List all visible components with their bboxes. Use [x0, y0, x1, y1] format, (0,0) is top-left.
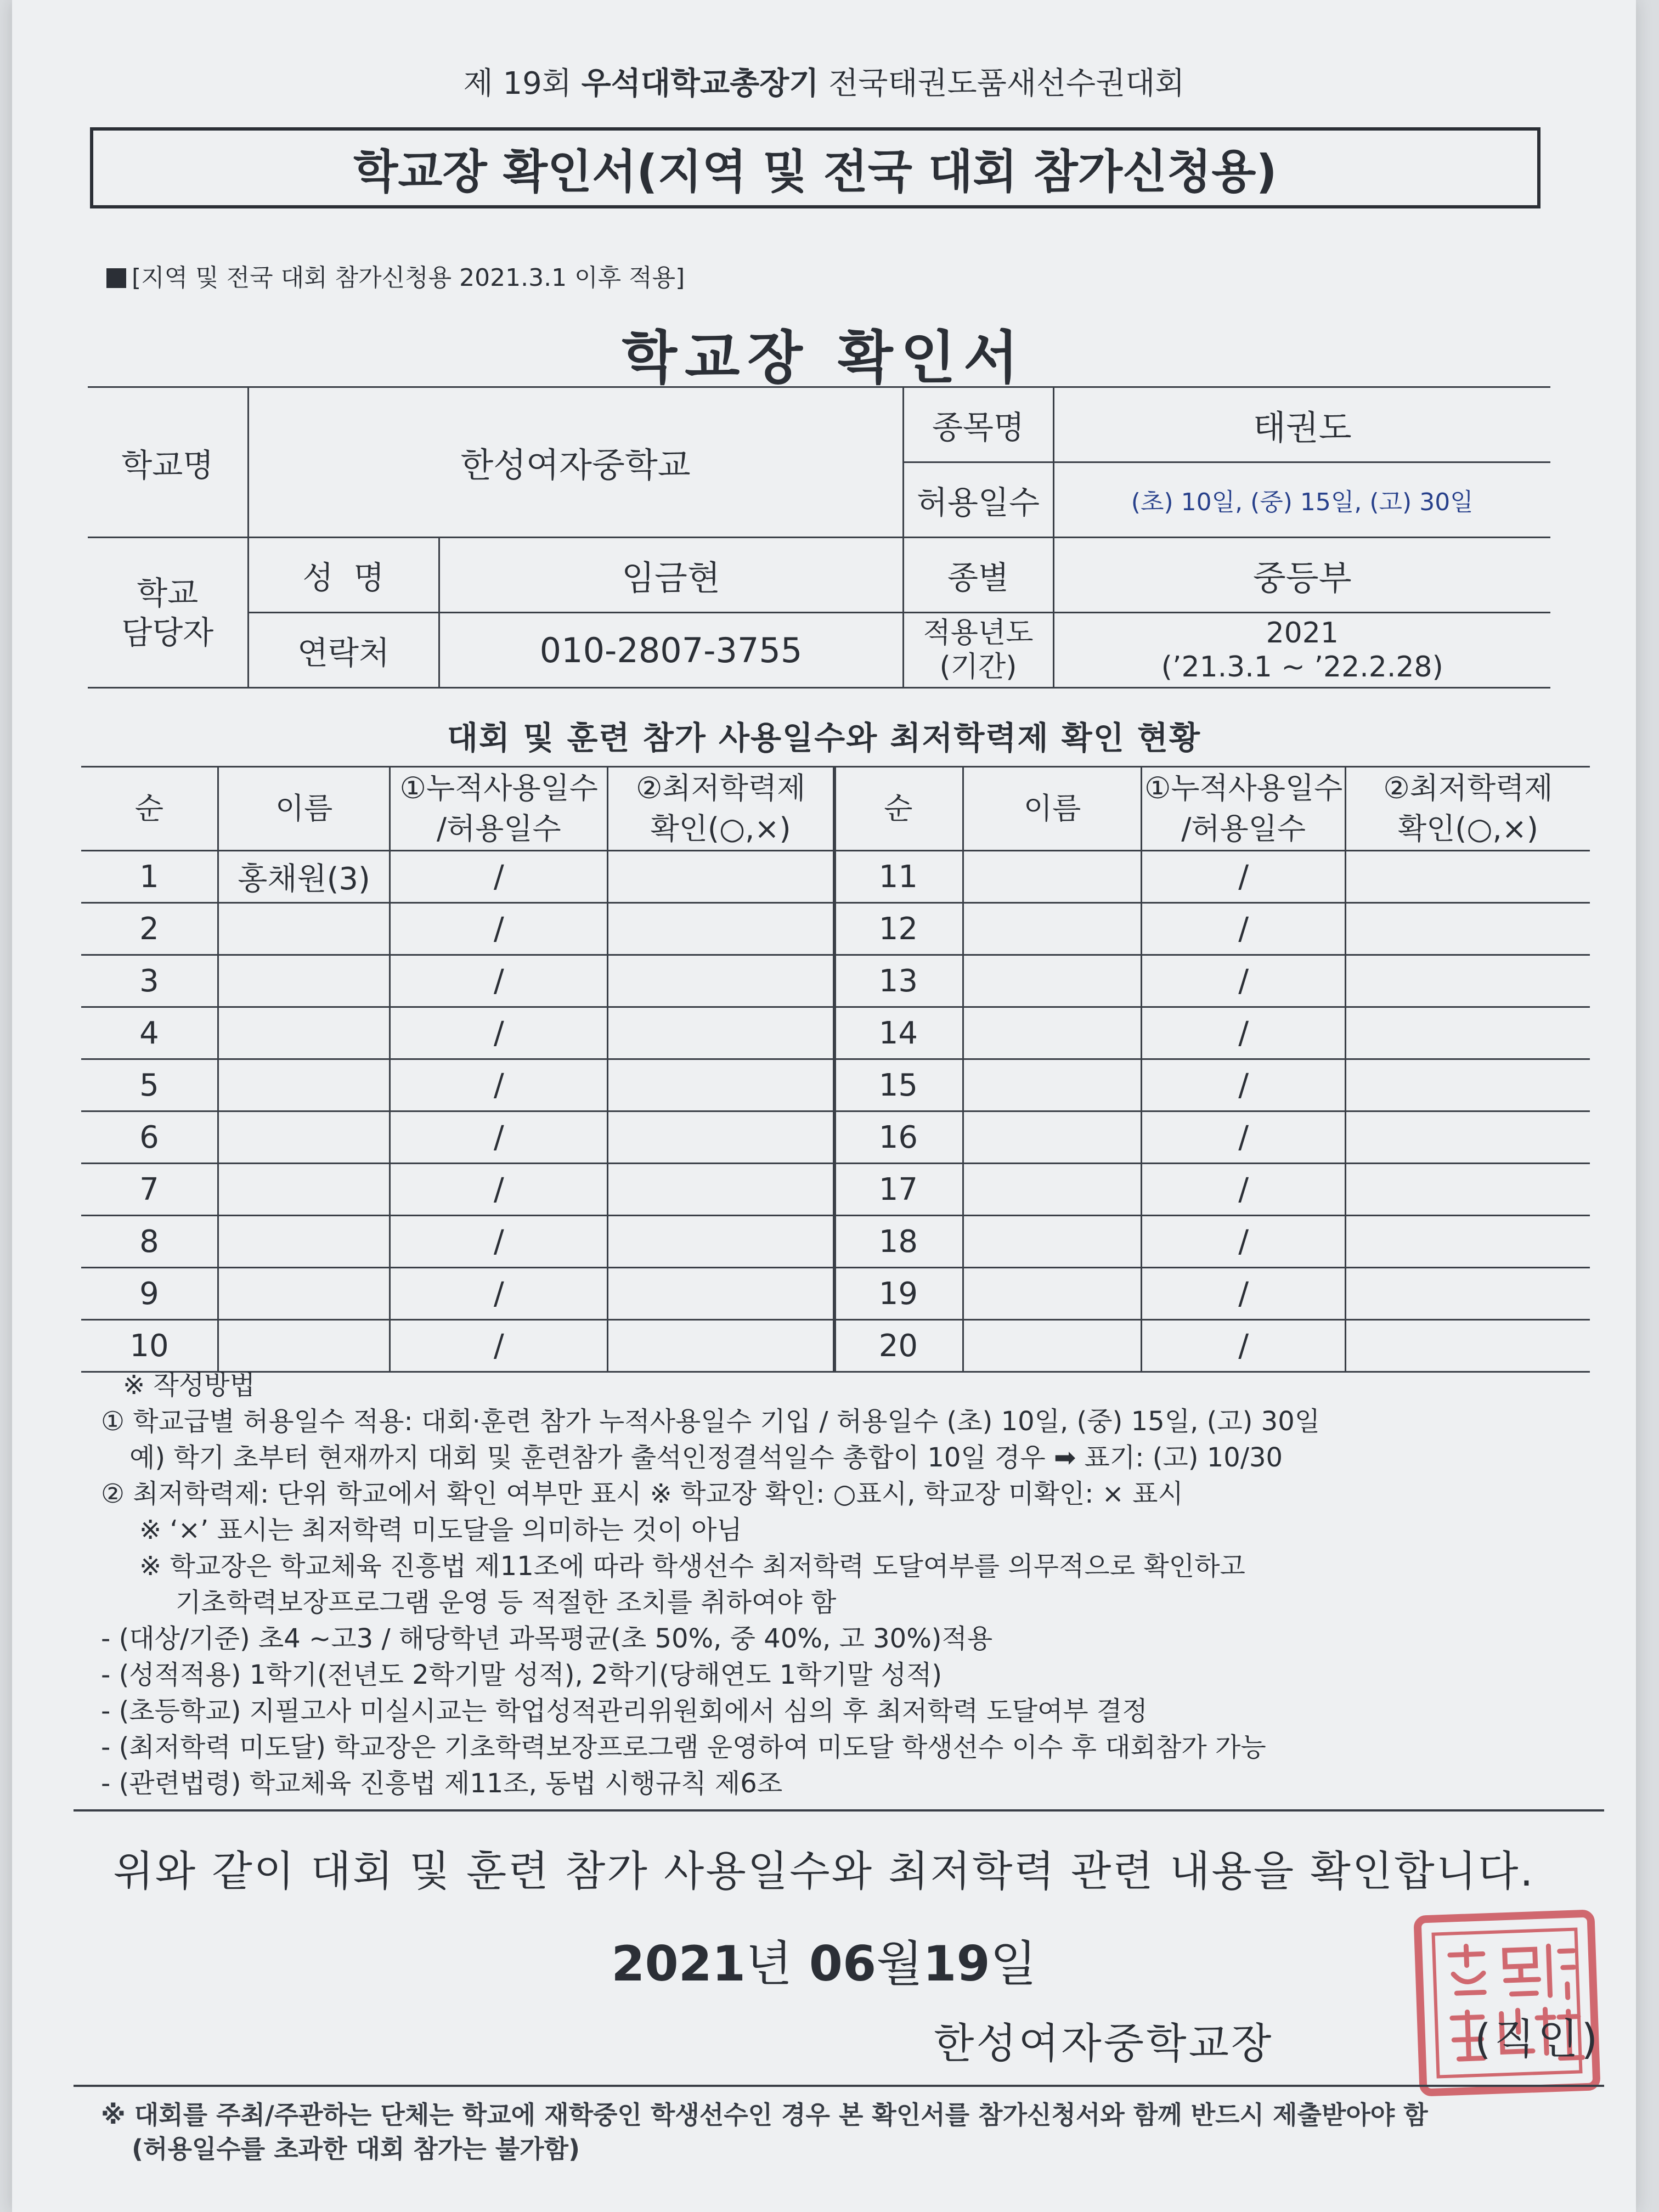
row-name	[218, 1111, 390, 1164]
apply-year-label	[903, 613, 1053, 688]
row-min-academic-check	[1345, 1007, 1590, 1059]
table-header-row	[834, 767, 1590, 851]
row-days-used: /	[1142, 1111, 1346, 1164]
row-name	[963, 1268, 1142, 1320]
table-row	[834, 1268, 1590, 1320]
main-title: 학교장 확인서	[622, 324, 1026, 391]
date-day: 19	[923, 1936, 990, 1992]
col-days-header-line1: ①누적사용일수	[1144, 771, 1343, 805]
footer-notice-line2: (허용일수를 초과한 대회 참가는 불가함)	[132, 2134, 580, 2164]
row-number: 6	[81, 1111, 218, 1164]
table-row	[81, 1320, 834, 1372]
row-name	[963, 903, 1142, 955]
contact-group-label: 학교 담당자	[88, 538, 248, 688]
col-min-header	[608, 767, 834, 851]
row-days-used: /	[1142, 1007, 1346, 1059]
row-number: 13	[834, 955, 963, 1007]
seal-label: (직인)	[1475, 2015, 1601, 2063]
col-min-header-line2: 확인(○,×)	[1397, 811, 1538, 846]
instruction-line: 기초학력보장프로그램 운영 등 적절한 조치를 취하여야 함	[176, 1587, 837, 1618]
form-title: 학교장 확인서(지역 및 전국 대회 참가신청용)	[353, 144, 1277, 199]
row-days-used: /	[1142, 903, 1346, 955]
row-min-academic-check	[608, 955, 834, 1007]
row-days-used: /	[390, 1268, 608, 1320]
issue-date	[12, 1926, 1636, 1995]
table-row	[81, 1216, 834, 1268]
divider	[74, 2085, 1604, 2087]
table-header-row	[81, 767, 834, 851]
writing-instructions	[101, 1367, 1615, 1802]
row-name	[963, 1007, 1142, 1059]
square-bullet-icon	[106, 268, 126, 288]
apply-year-value	[1053, 613, 1550, 688]
table-row	[81, 1059, 834, 1111]
row-number: 11	[834, 851, 963, 903]
col-name-header: 이름	[218, 767, 390, 851]
contact-name-label: 성 명	[248, 538, 439, 613]
col-days-header-line1: ①누적사용일수	[399, 771, 598, 805]
row-name	[963, 1320, 1142, 1372]
row-days-used: /	[1142, 955, 1346, 1007]
row-min-academic-check	[1345, 1111, 1590, 1164]
status-title: 대회 및 훈련 참가 사용일수와 최저학력제 확인 현황	[447, 719, 1201, 757]
event-name: 전국태권도품새선수권대회	[828, 66, 1185, 101]
principal-title: 한성여자중학교장	[934, 2019, 1274, 2068]
row-days-used: /	[1142, 1059, 1346, 1111]
sport-label: 종목명	[903, 387, 1053, 462]
apply-year-label-line2: (기간)	[939, 651, 1017, 684]
row-name	[218, 1007, 390, 1059]
row-days-used: /	[390, 1059, 608, 1111]
date-year: 2021	[611, 1936, 746, 1992]
table-row	[834, 1111, 1590, 1164]
instruction-line: ※ 학교장은 학교체육 진흥법 제11조에 따라 학생선수 최저학력 도달여부를 의무적으로 확인하고	[139, 1551, 1245, 1582]
instruction-line: ② 최저학력제: 단위 학교에서 확인 여부만 표시 ※ 학교장 확인: ○표시, 학교장 미확인: × 표시	[101, 1479, 1183, 1509]
instruction-line: - (관련법령) 학교체육 진흥법 제11조, 동법 시행규칙 제6조	[101, 1768, 783, 1799]
row-min-academic-check	[1345, 1164, 1590, 1216]
col-no-header: 순	[81, 767, 218, 851]
footer-notice-line1: ※ 대회를 주최/주관하는 단체는 학교에 재학중인 학생선수인 경우 본 확인서를 참가신청서와 함께 반드시 제출받아야 함	[101, 2100, 1428, 2130]
row-days-used: /	[390, 1111, 608, 1164]
row-number: 7	[81, 1164, 218, 1216]
row-days-used: /	[1142, 1320, 1346, 1372]
school-info-table	[88, 386, 1550, 689]
col-min-header-line1: ②최저학력제	[1383, 771, 1553, 805]
row-min-academic-check	[608, 903, 834, 955]
row-number: 12	[834, 903, 963, 955]
row-number: 1	[81, 851, 218, 903]
col-min-header	[1345, 767, 1590, 851]
row-number: 16	[834, 1111, 963, 1164]
row-number: 15	[834, 1059, 963, 1111]
col-no-header: 순	[834, 767, 963, 851]
row-number: 5	[81, 1059, 218, 1111]
table-row	[834, 1164, 1590, 1216]
row-name	[218, 1320, 390, 1372]
instruction-line: ※ ‘×’ 표시는 최저학력 미도달을 의미하는 것이 아님	[139, 1515, 742, 1545]
table-row	[81, 1111, 834, 1164]
row-days-used: /	[1142, 1268, 1346, 1320]
confirmation-text: 위와 같이 대회 및 훈련 참가 사용일수와 최저학력 관련 내용을 확인합니다.	[113, 1847, 1535, 1895]
division-label: 종별	[903, 538, 1053, 613]
apply-year-label-line1: 적용년도	[923, 617, 1034, 650]
row-min-academic-check	[608, 1216, 834, 1268]
row-name	[218, 1216, 390, 1268]
row-days-used: /	[1142, 851, 1346, 903]
table-row	[81, 1007, 834, 1059]
date-day-unit: 일	[990, 1936, 1037, 1992]
allowed-days-value: (초) 10일, (중) 15일, (고) 30일	[1053, 462, 1550, 538]
instruction-line: - (대상/기준) 초4 ~고3 / 해당학년 과목평균(초 50%, 중 40%, 고 30%)적용	[101, 1623, 993, 1654]
row-days-used: /	[390, 1007, 608, 1059]
division-value: 중등부	[1053, 538, 1550, 613]
divider	[74, 1809, 1604, 1812]
row-name	[218, 903, 390, 955]
row-name	[218, 1059, 390, 1111]
row-name	[963, 955, 1142, 1007]
col-days-header	[1142, 767, 1346, 851]
table-row	[81, 903, 834, 955]
row-min-academic-check	[608, 851, 834, 903]
row-name	[963, 851, 1142, 903]
row-min-academic-check	[1345, 903, 1590, 955]
date-month-unit: 월	[876, 1936, 923, 1992]
row-number: 8	[81, 1216, 218, 1268]
row-number: 19	[834, 1268, 963, 1320]
table-row	[834, 903, 1590, 955]
row-name	[963, 1164, 1142, 1216]
col-days-header-line2: /허용일수	[1181, 811, 1306, 846]
row-days-used: /	[390, 851, 608, 903]
row-name	[218, 1268, 390, 1320]
row-name: 홍채원(3)	[218, 851, 390, 903]
form-title-box	[90, 127, 1541, 208]
instruction-line: - (성적적용) 1학기(전년도 2학기말 성적), 2학기(당해연도 1학기말 성적)	[101, 1660, 943, 1690]
instruction-line: - (최저학력 미도달) 학교장은 기초학력보장프로그램 운영하여 미도달 학생선수 이수 후 대회참가 가능	[101, 1732, 1266, 1763]
row-min-academic-check	[608, 1059, 834, 1111]
instruction-line: ① 학교급별 허용일수 적용: 대회·훈련 참가 누적사용일수 기입 / 허용일수 (초) 10일, (중) 15일, (고) 30일	[101, 1406, 1321, 1437]
row-min-academic-check	[608, 1320, 834, 1372]
row-min-academic-check	[1345, 1216, 1590, 1268]
col-name-header: 이름	[963, 767, 1142, 851]
table-row	[834, 1320, 1590, 1372]
document-page	[12, 0, 1636, 2212]
row-name	[963, 1111, 1142, 1164]
row-days-used: /	[390, 1320, 608, 1372]
row-min-academic-check	[608, 1111, 834, 1164]
row-number: 10	[81, 1320, 218, 1372]
table-row	[834, 1059, 1590, 1111]
col-days-header	[390, 767, 608, 851]
event-edition: 제 19회	[463, 66, 572, 101]
row-days-used: /	[390, 1216, 608, 1268]
row-number: 4	[81, 1007, 218, 1059]
apply-note-text: [지역 및 전국 대회 참가신청용 2021.3.1 이후 적용]	[132, 264, 685, 292]
row-number: 20	[834, 1320, 963, 1372]
school-name-label: 학교명	[88, 387, 248, 538]
participation-table-left	[81, 766, 836, 1373]
row-min-academic-check	[608, 1007, 834, 1059]
sport-value: 태권도	[1053, 387, 1550, 462]
official-seal-stamp	[1413, 1909, 1600, 2096]
row-number: 18	[834, 1216, 963, 1268]
contact-name-value: 임금현	[439, 538, 903, 613]
row-number: 3	[81, 955, 218, 1007]
instruction-line: 예) 학기 초부터 현재까지 대회 및 훈련참가 출석인정결석일수 총합이 10일 경우 ➡ 표기: (고) 10/30	[129, 1442, 1283, 1473]
table-row	[834, 955, 1590, 1007]
row-min-academic-check	[1345, 1268, 1590, 1320]
participation-table-right	[833, 766, 1590, 1373]
event-sponsor: 우석대학교총장기	[581, 66, 819, 101]
row-name	[218, 1164, 390, 1216]
row-days-used: /	[390, 955, 608, 1007]
event-title	[12, 59, 1636, 103]
table-row	[81, 1164, 834, 1216]
row-days-used: /	[390, 1164, 608, 1216]
date-month: 06	[809, 1936, 877, 1992]
row-number: 14	[834, 1007, 963, 1059]
row-min-academic-check	[1345, 955, 1590, 1007]
table-row	[81, 1268, 834, 1320]
table-row	[834, 1007, 1590, 1059]
table-row	[834, 851, 1590, 903]
table-row	[81, 955, 834, 1007]
instructions-title: ※ 작성방법	[123, 1370, 255, 1401]
row-min-academic-check	[1345, 1059, 1590, 1111]
footer-notice	[101, 2098, 1604, 2166]
col-min-header-line1: ②최저학력제	[636, 771, 806, 805]
row-min-academic-check	[608, 1164, 834, 1216]
apply-year-value-line1: 2021	[1266, 617, 1339, 650]
allowed-days-label: 허용일수	[903, 462, 1053, 538]
row-number: 17	[834, 1164, 963, 1216]
row-days-used: /	[390, 903, 608, 955]
date-year-unit: 년	[746, 1936, 793, 1992]
col-days-header-line2: /허용일수	[436, 811, 561, 846]
table-row	[834, 1216, 1590, 1268]
row-days-used: /	[1142, 1216, 1346, 1268]
row-number: 2	[81, 903, 218, 955]
row-name	[963, 1216, 1142, 1268]
school-name-value: 한성여자중학교	[248, 387, 903, 538]
col-min-header-line2: 확인(○,×)	[650, 811, 791, 846]
row-number: 9	[81, 1268, 218, 1320]
table-row	[81, 851, 834, 903]
row-name	[218, 955, 390, 1007]
row-min-academic-check	[608, 1268, 834, 1320]
row-days-used: /	[1142, 1164, 1346, 1216]
phone-label: 연락처	[248, 613, 439, 688]
row-min-academic-check	[1345, 851, 1590, 903]
apply-period-value: (’21.3.1 ~ ’22.2.28)	[1161, 651, 1443, 684]
phone-value: 010-2807-3755	[439, 613, 903, 688]
instruction-line: - (초등학교) 지필고사 미실시교는 학업성적관리위원회에서 심의 후 최저학력 도달여부 결정	[101, 1696, 1148, 1726]
apply-note	[106, 258, 685, 293]
row-min-academic-check	[1345, 1320, 1590, 1372]
row-name	[963, 1059, 1142, 1111]
